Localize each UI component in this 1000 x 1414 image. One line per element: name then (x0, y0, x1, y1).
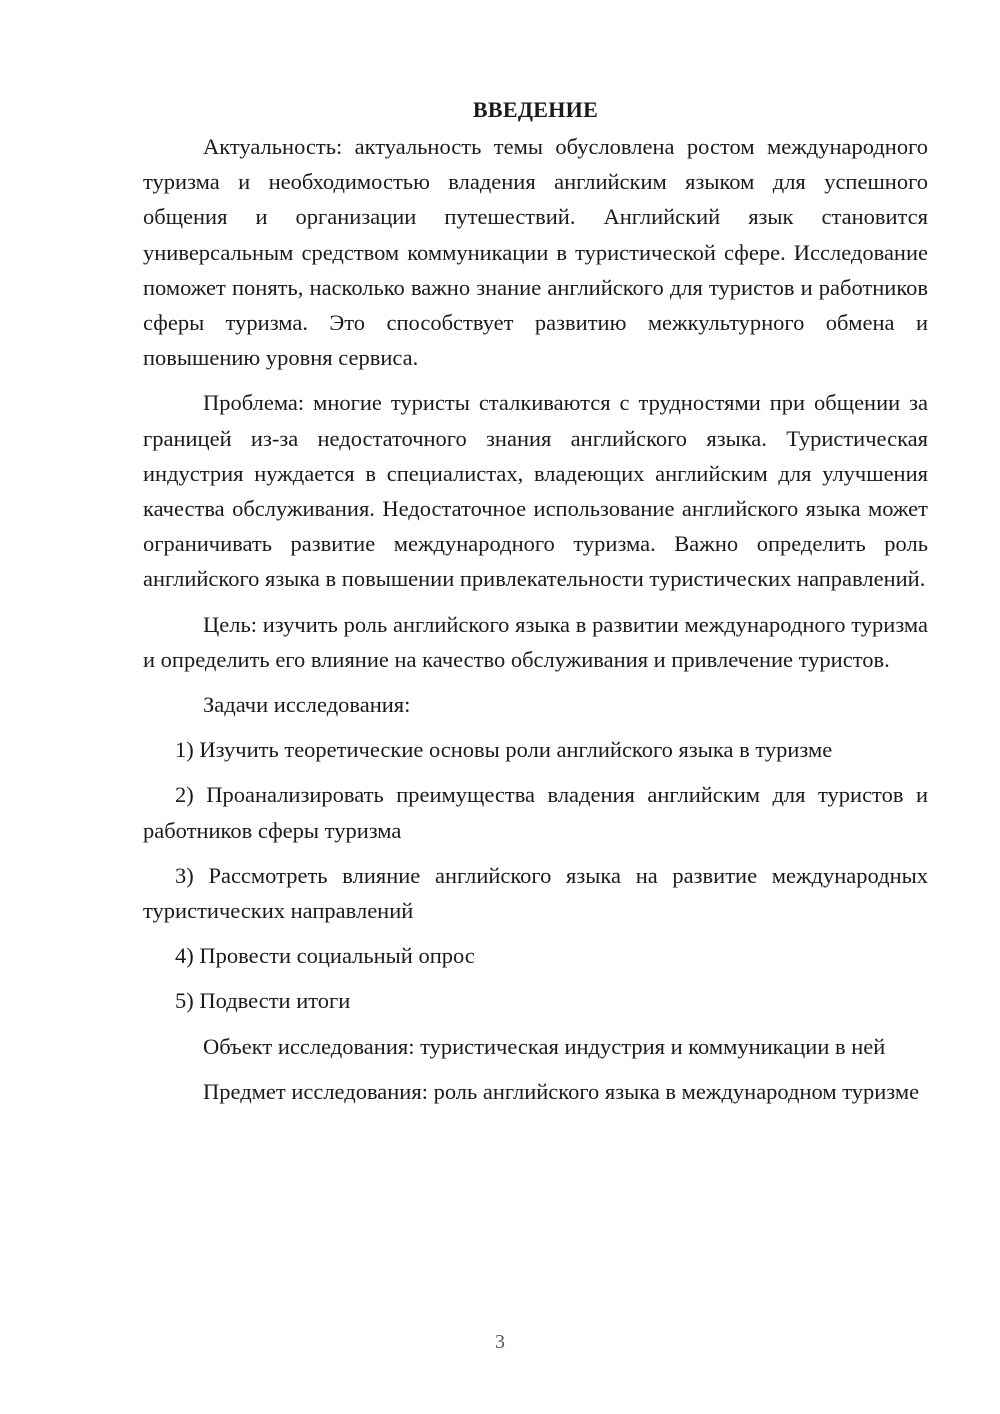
object-paragraph: Объект исследования: туристическая индустрия и коммуникации в ней (203, 1033, 886, 1059)
goal-paragraph: Цель: изучить роль английского языка в развитии международного туризма и определить его влияние на качество обслуживания и привлечение туристов. (143, 611, 928, 672)
subject-paragraph: Предмет исследования: роль английского языка в международном туризме (203, 1078, 920, 1104)
task-item-4: 4) Провести социальный опрос (175, 943, 475, 969)
task-item-2: 2) Проанализировать преимущества владения английским для туристов и работников сферы туризма (143, 782, 928, 843)
relevance-paragraph: Актуальность: актуальность темы обусловлена ростом международного туризма и необходимостью владения английским языком для успешного общения и организации путешествий. Английский язык становится универсальным средством коммуникации в туристической сфере. Исследование поможет понять, насколько важно знание английского для туристов и работников сферы туризма. Это способствует развитию межкультурного обмена и повышению уровня сервиса. (143, 134, 928, 371)
section-heading: ВВЕДЕНИЕ (472, 97, 599, 122)
tasks-title: Задачи исследования: (203, 692, 411, 718)
problem-paragraph: Проблема: многие туристы сталкиваются с трудностями при общении за границей из-за недостаточного знания английского языка. Туристическая индустрия нуждается в специалистах, владеющих английским для улучшения качества обслуживания. Недостаточное использование английского языка может ограничивать развитие международного туризма. Важно определить роль английского языка в повышении привлекательности туристических направлений. (143, 390, 928, 592)
document-page (143, 92, 928, 1119)
page-number: 3 (495, 1331, 505, 1353)
task-item-3: 3) Рассмотреть влияние английского языка на развитие международных туристических направлений (143, 862, 928, 924)
task-item-1: 1) Изучить теоретические основы роли английского языка в туризме (175, 737, 833, 763)
task-item-5: 5) Подвести итоги (175, 988, 351, 1014)
